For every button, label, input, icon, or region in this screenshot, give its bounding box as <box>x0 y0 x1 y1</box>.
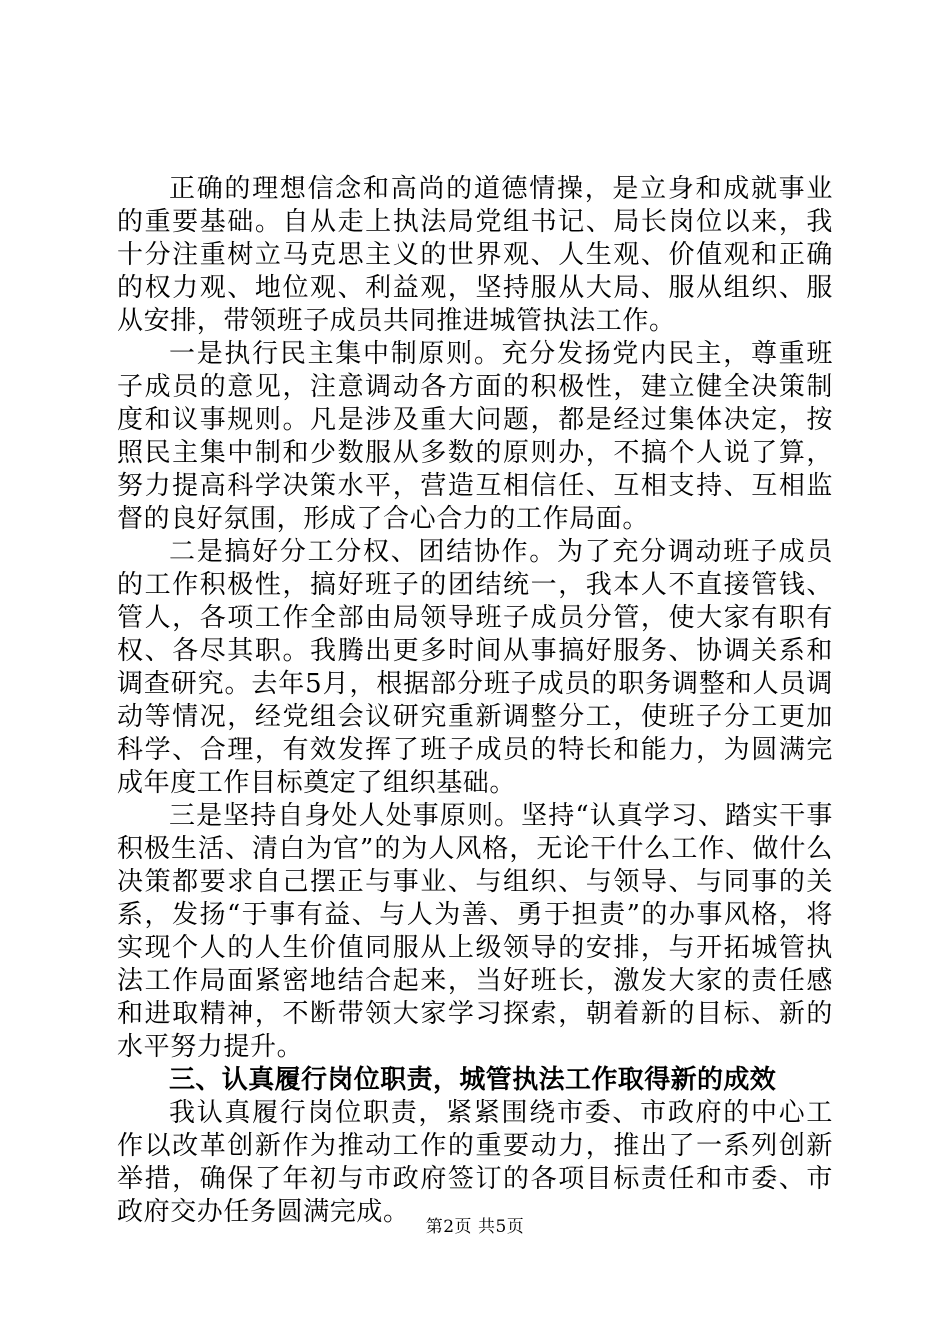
paragraph-division-of-work: 二是搞好分工分权、团结协作。为了充分调动班子成员的工作积极性，搞好班子的团结统一，我本人不直接管钱、管人，各项工作全部由局领导班子成员分管，使大家有职有权、各尽其职。我腾出更多时间从事搞好服务、协调关系和调查研究。去年5月，根据部分班子成员的职务调整和人员调动等情况，经党组会议研究重新调整分工，使班子分工更加科学、合理，有效发挥了班子成员的特长和能力，为圆满完成年度工作目标奠定了组织基础。 <box>117 537 833 798</box>
document-body <box>117 173 833 1229</box>
paragraph-duties: 我认真履行岗位职责，紧紧围绕市委、市政府的中心工作以改革创新作为推动工作的重要动力，推出了一系列创新举措，确保了年初与市政府签订的各项目标责任和市委、市政府交办任务圆满完成。 <box>117 1098 833 1227</box>
paragraph-ideals: 正确的理想信念和高尚的道德情操，是立身和成就事业的重要基础。自从走上执法局党组书记、局长岗位以来，我十分注重树立马克思主义的世界观、人生观、价值观和正确的权力观、地位观、利益观，坚持服从大局、服从组织、服从安排，带领班子成员共同推进城管执法工作。 <box>117 174 833 336</box>
paragraph-democratic-centralism: 一是执行民主集中制原则。充分发扬党内民主，尊重班子成员的意见，注意调动各方面的积极性，建立健全决策制度和议事规则。凡是涉及重大问题，都是经过集体决定，按照民主集中制和少数服从多数的原则办，不搞个人说了算，努力提高科学决策水平，营造互相信任、互相支持、互相监督的良好氛围，形成了合心合力的工作局面。 <box>117 339 833 534</box>
paragraph-personal-principles: 三是坚持自身处人处事原则。坚持“认真学习、踏实干事积极生活、清白为官”的为人风格，无论干什么工作、做什么决策都要求自己摆正与事业、与组织、与领导、与同事的关系，发扬“于事有益、与人为善、勇于担责”的办事风格，将实现个人的人生价值同服从上级领导的安排，与开拓城管执法工作局面紧密地结合起来，当好班长，激发大家的责任感和进取精神，不断带领大家学习探索，朝着新的目标、新的水平努力提升。 <box>117 801 833 1062</box>
page-number-footer: 第2页 共5页 <box>425 1217 525 1237</box>
section-heading: 三、认真履行岗位职责，城管执法工作取得新的成效 <box>169 1065 777 1095</box>
